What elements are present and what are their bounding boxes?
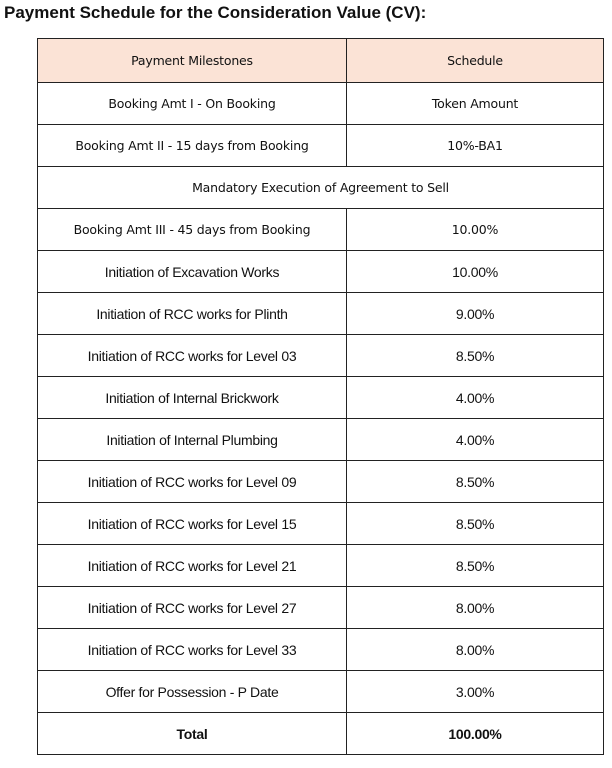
milestone-cell: Booking Amt II - 15 days from Booking (38, 125, 347, 167)
table-row (38, 83, 604, 125)
milestone-cell: Booking Amt I - On Booking (38, 83, 347, 125)
schedule-cell: 8.00% (347, 587, 604, 629)
milestone-cell: Initiation of RCC works for Plinth (38, 293, 347, 335)
milestone-cell: Initiation of Internal Plumbing (38, 419, 347, 461)
table-header-row (38, 39, 604, 83)
schedule-cell: 4.00% (347, 419, 604, 461)
schedule-cell: 8.00% (347, 629, 604, 671)
payment-schedule-table (37, 38, 604, 755)
table-row (38, 671, 604, 713)
schedule-cell: 8.50% (347, 461, 604, 503)
table-row (38, 587, 604, 629)
schedule-cell: 10.00% (347, 209, 604, 251)
milestone-cell: Initiation of Internal Brickwork (38, 377, 347, 419)
schedule-cell: 4.00% (347, 377, 604, 419)
table-row (38, 503, 604, 545)
milestone-cell: Initiation of Excavation Works (38, 251, 347, 293)
milestone-cell: Initiation of RCC works for Level 27 (38, 587, 347, 629)
milestone-cell: Initiation of RCC works for Level 03 (38, 335, 347, 377)
table-row (38, 545, 604, 587)
table-row (38, 209, 604, 251)
schedule-cell: 9.00% (347, 293, 604, 335)
schedule-cell: 8.50% (347, 545, 604, 587)
table-row (38, 335, 604, 377)
table-row (38, 461, 604, 503)
schedule-cell: Token Amount (347, 83, 604, 125)
table-row (38, 293, 604, 335)
milestone-cell: Initiation of RCC works for Level 21 (38, 545, 347, 587)
milestone-cell: Initiation of RCC works for Level 33 (38, 629, 347, 671)
mandatory-note-row (38, 167, 604, 209)
schedule-cell: 8.50% (347, 503, 604, 545)
table-row (38, 251, 604, 293)
milestone-cell: Initiation of RCC works for Level 09 (38, 461, 347, 503)
schedule-column-header: Schedule (347, 39, 604, 83)
schedule-cell: 3.00% (347, 671, 604, 713)
table-row (38, 377, 604, 419)
schedule-cell: 8.50% (347, 335, 604, 377)
total-value: 100.00% (347, 713, 604, 755)
schedule-cell: 10%-BA1 (347, 125, 604, 167)
mandatory-note-cell: Mandatory Execution of Agreement to Sell (38, 167, 604, 209)
milestone-column-header: Payment Milestones (38, 39, 347, 83)
milestone-cell: Booking Amt III - 45 days from Booking (38, 209, 347, 251)
milestone-cell: Initiation of RCC works for Level 15 (38, 503, 347, 545)
table-row (38, 629, 604, 671)
page-title: Payment Schedule for the Consideration Value (CV): (4, 3, 427, 22)
total-label: Total (38, 713, 347, 755)
milestone-cell: Offer for Possession - P Date (38, 671, 347, 713)
table-row (38, 419, 604, 461)
total-row (38, 713, 604, 755)
table-row (38, 125, 604, 167)
schedule-cell: 10.00% (347, 251, 604, 293)
